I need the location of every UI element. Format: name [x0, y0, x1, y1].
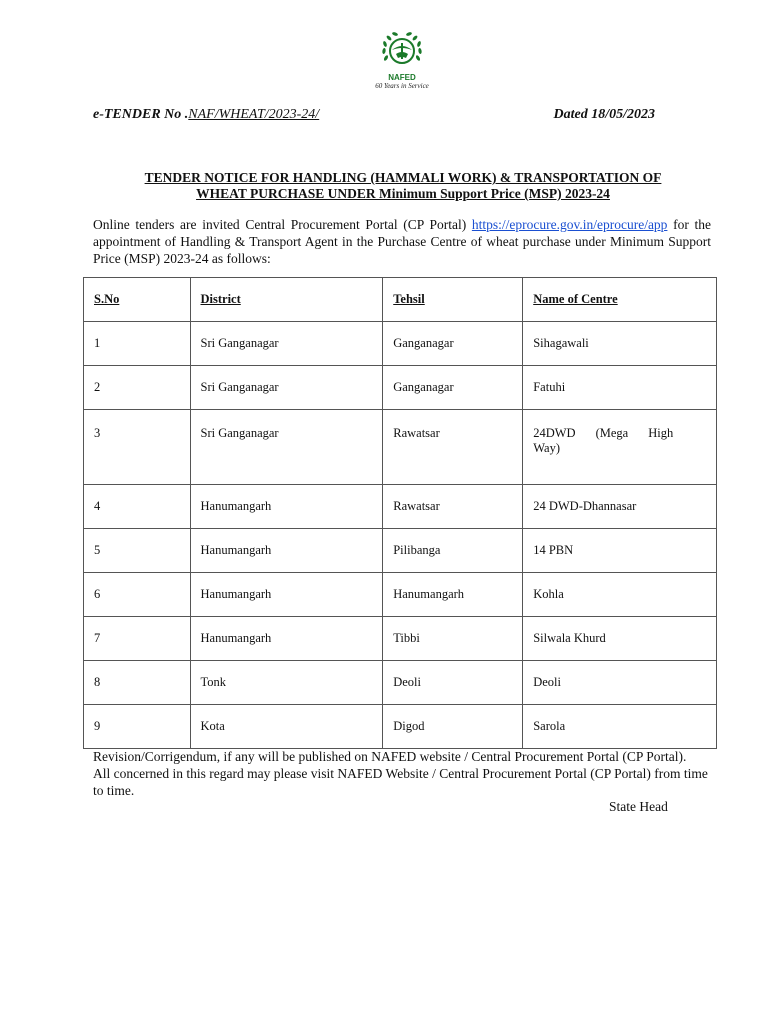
centre-word: (Mega: [595, 426, 629, 440]
revision-note-line-1: Revision/Corrigendum, if any will be published on NAFED website / Central Procurement Portal (CP Portal).: [93, 749, 687, 764]
cell-tehsil: Tibbi: [383, 617, 523, 661]
cell-district: Hanumangarh: [190, 573, 383, 617]
table-row: [84, 705, 717, 749]
notice-title-line-1: TENDER NOTICE FOR HANDLING (HAMMALI WORK) & TRANSPORTATION OF: [144, 170, 662, 185]
logo-tagline: 60 Years in Service: [375, 82, 429, 90]
table-row: [84, 661, 717, 705]
cell-district: Kota: [190, 705, 383, 749]
cell-centre: Sihagawali: [523, 322, 717, 366]
centre-name-line-1: [533, 426, 673, 441]
cell-tehsil: Rawatsar: [383, 410, 523, 485]
signatory: State Head: [609, 799, 668, 814]
intro-text-end: for the appointment of Handling & Transport Agent in the Purchase Centre of wheat purchase under Minimum Support Price (MSP) 2023-24 as follows:: [93, 217, 711, 266]
cell-district: Sri Ganganagar: [190, 322, 383, 366]
cell-tehsil: Deoli: [383, 661, 523, 705]
header-tehsil: Tehsil: [383, 278, 523, 322]
table-row: [84, 617, 717, 661]
table-row: [84, 322, 717, 366]
cell-sno: 1: [84, 322, 191, 366]
notice-title: [93, 170, 713, 202]
cell-tehsil: Hanumangarh: [383, 573, 523, 617]
revision-note: [93, 748, 719, 799]
cell-centre: Sarola: [523, 705, 717, 749]
purchase-centres-table: [83, 277, 717, 749]
tender-number-value: NAF/WHEAT/2023-24/: [188, 107, 320, 122]
intro-paragraph: [93, 216, 711, 267]
notice-title-line-2: WHEAT PURCHASE UNDER Minimum Support Price (MSP) 2023-24: [196, 186, 610, 201]
cell-sno: 9: [84, 705, 191, 749]
intro-text-start: Online tenders are invited Central Procurement Portal (CP Portal): [93, 217, 472, 232]
centre-word: High: [648, 426, 674, 440]
cell-centre: 24 DWD-Dhannasar: [523, 485, 717, 529]
cell-centre: Deoli: [523, 661, 717, 705]
cell-sno: 8: [84, 661, 191, 705]
logo-name: NAFED: [388, 73, 416, 82]
cell-district: Tonk: [190, 661, 383, 705]
cell-district: Sri Ganganagar: [190, 410, 383, 485]
cell-tehsil: Digod: [383, 705, 523, 749]
cell-tehsil: Ganganagar: [383, 366, 523, 410]
cell-district: Hanumangarh: [190, 485, 383, 529]
table-header-row: [84, 278, 717, 322]
revision-note-line-2: All concerned in this regard may please visit NAFED Website / Central Procurement Portal (CP Portal) from time to time.: [93, 766, 708, 798]
table-row: [84, 366, 717, 410]
table-row: [84, 410, 717, 485]
cp-portal-link[interactable]: https://eprocure.gov.in/eprocure/app: [471, 217, 668, 232]
cell-sno: 4: [84, 485, 191, 529]
cell-district: Sri Ganganagar: [190, 366, 383, 410]
cell-centre: Kohla: [523, 573, 717, 617]
cell-sno: 5: [84, 529, 191, 573]
centre-name-line-2: Way): [533, 441, 560, 455]
tender-prefix: e-TENDER No .: [93, 107, 189, 122]
table-row: [84, 485, 717, 529]
nafed-logo: [366, 30, 438, 90]
header-sno: S.No: [84, 278, 191, 322]
cell-tehsil: Pilibanga: [383, 529, 523, 573]
cell-sno: 6: [84, 573, 191, 617]
header-centre: Name of Centre: [523, 278, 717, 322]
table-row: [84, 529, 717, 573]
cell-sno: 3: [84, 410, 191, 485]
tender-number: [93, 107, 319, 123]
cell-centre: Fatuhi: [523, 366, 717, 410]
cell-sno: 7: [84, 617, 191, 661]
tender-reference-line: [93, 107, 655, 127]
cell-tehsil: Ganganagar: [383, 322, 523, 366]
cell-district: Hanumangarh: [190, 529, 383, 573]
cell-centre: Silwala Khurd: [523, 617, 717, 661]
cell-sno: 2: [84, 366, 191, 410]
table-row: [84, 573, 717, 617]
cell-centre: [523, 410, 717, 485]
tender-date: Dated 18/05/2023: [553, 107, 655, 122]
centre-word: 24DWD: [533, 426, 576, 440]
cell-tehsil: Rawatsar: [383, 485, 523, 529]
header-district: District: [190, 278, 383, 322]
cell-district: Hanumangarh: [190, 617, 383, 661]
cell-centre: 14 PBN: [523, 529, 717, 573]
nafed-emblem-icon: [378, 30, 426, 72]
